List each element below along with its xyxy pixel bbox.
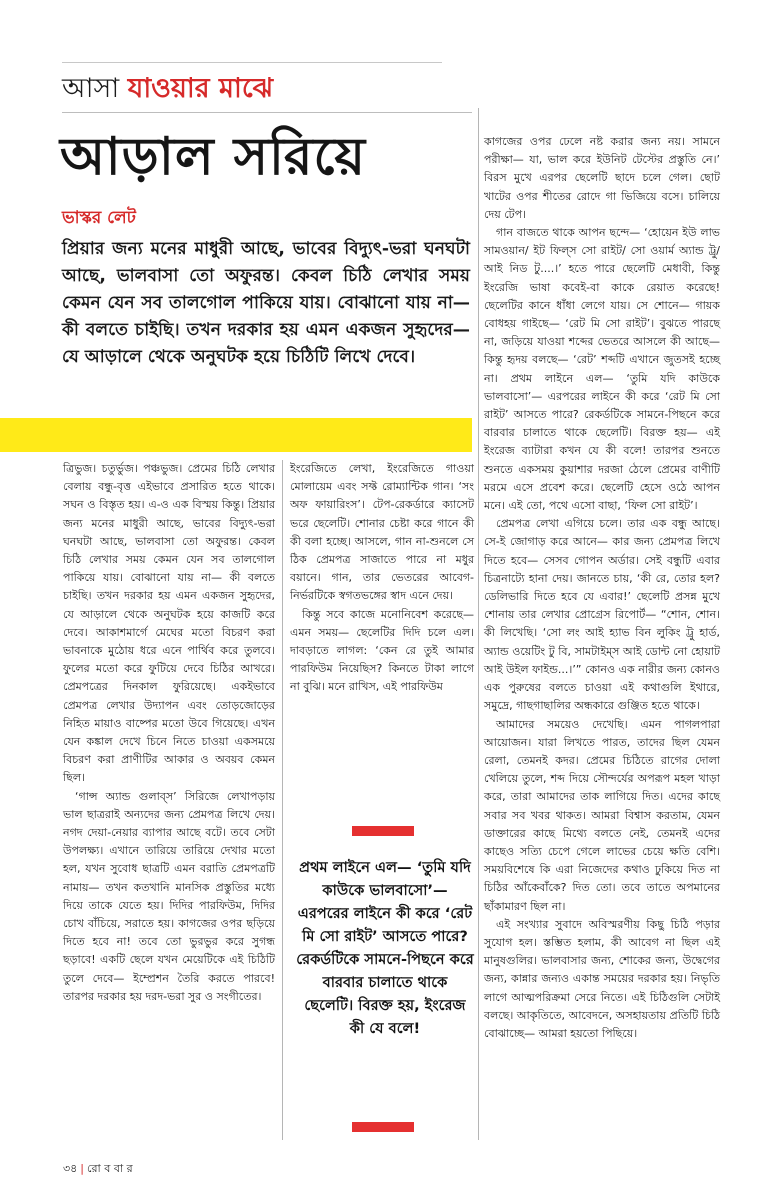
- pull-quote-bar-top: [352, 826, 414, 836]
- page-number: ৩৪: [63, 1162, 78, 1175]
- series-underline: [62, 112, 472, 113]
- magazine-name: রো ব বা র: [87, 1162, 133, 1175]
- page-footer: [63, 1160, 133, 1179]
- pull-quote-text: প্রথম লাইনে এল— ‘তুমি যদি কাউকে ভালবাসো’— এরপরের লাইনে কী করে ‘রেট মি সো রাইট’ আসতে পারে? রেকর্ডটিকে সামনে-পিছনে করে বারবার চালাতে থাকে ছেলেটি। বিরক্ত হয়, ইংরেজ কী যে বলে!: [296, 859, 474, 1037]
- column-divider-1: [282, 460, 283, 1140]
- headline: আড়াল সরিয়ে: [60, 127, 367, 187]
- paragraph: আমাদের সময়েও দেখেছি। এমন পাগলপারা আয়োজন। যারা লিখতে পারত, তাদের ছিল যেমন রেলা, তেমনই কদর। প্রেমের চিঠিতে রাগের দোলা খেলিয়ে তুলে, শব্দ দিয়ে সৌন্দর্যের অপরূপ মহল খাড়া করে, তারা আমাদের তাক লাগিয়ে দিত। এদের কাছে সবার সব খবর থাকত। আমরা বিশ্বাস করতাম, যেমন ডাক্তারের কাছে মিথ্যে বলতে নেই, তেমনই এদের কাছেও সত্যি চেপে গেলে লাভের চেয়ে ক্ষতি বেশি। সময়বিশেষে কি এরা নিজেদের কথাও ঢুকিয়ে দিত না চিঠির আঁকেবাঁকে? দিত তো। তবে তাতে অপমানের ছাঁকামারণ ছিল না।: [484, 717, 720, 913]
- body-column-3: [484, 133, 720, 1043]
- paragraph: ‘গান্স অ্যান্ড গুলাব্স’ সিরিজে লেখাপড়ায় ভাল ছাত্ররাই অন্যদের জন্য প্রেমপত্র লিখে দেয়। নগদ দেয়া-নেয়ার ব্যাপার আছে বটে। তবে সেটা উপলক্ষ্য। এখানে তারিয়ে তারিয়ে দেখার মতো হল, যখন সুবোধ ছাত্রটি এমন বরাতি প্রেমপত্রটি নামায়— তখন কতখানি মানসিক প্রস্তুতির মধ্যে দিয়ে তাকে যেতে হয়। দিদির পারফিউম, দিদির চোখ বাঁচিয়ে, সরাতে হয়। কাগজের ওপর ছড়িয়ে দিতে হবে না! তবে তো ভুরভুর করে সুগন্ধ ছড়াবে! একটি ছেলে যখন মেয়েটিকে এই চিঠিটি তুলে দেবে— ইম্প্রেশন তৈরি করতে পারবে! তারপর দরকার হয় দরদ-ভরা সুর ও সংগীতের।: [63, 789, 275, 1003]
- body-column-2: [290, 460, 474, 697]
- column-divider-2: [478, 108, 479, 1140]
- paragraph: প্রেমপত্র লেখা এগিয়ে চলে। তার এক বন্ধু আছে। সে-ই জোগাড় করে আনে— কার জন্য প্রেমপত্র লিখে দিতে হবে— সেসব গোপন অর্ডার। সেই বন্ধুটি এবার চিত্রনাট্যে হানা দেয়। জানতে চায়, ‘কী রে, তোর হল? ডেলিভারি দিতে হবে যে এবার!’ ছেলেটি প্রসন্ন মুখে শোনায় তার লেখার প্রোগ্রেস রিপোর্ট— “শোন, শোন। কী লিখেছি। ‘সো লং আই হ্যাভ বিন লুকিং ট্রু হার্ড, অ্যান্ড ওয়েটিং টু বি, সামটাইম্স আই ডোন্ট নো হোয়াট আই উইল ফাইন্ড...।’” কোনও এক নারীর জন্য কোনও এক পুরুষের বলতে চাওয়া এই কথাগুলি ইথারে, সমুদ্রে, গাছগাছালির অন্ধকারে গুঞ্জিত হতে থাকে।: [484, 517, 720, 713]
- byline: ভাস্কর লেট: [62, 208, 136, 228]
- paragraph: কিন্তু সবে কাজে মনোনিবেশ করেছে— এমন সময়— ছেলেটির দিদি চলে এল। দাবড়াতে লাগল: ‘কেন রে তুই আমার পারফিউম নিয়েছিস? কিনতে টাকা লাগে না বুঝি। মনে রাখিস, এই পারফিউম: [290, 607, 474, 694]
- paragraph: গান বাজতে থাকে আপন ছন্দে— ‘হোয়েন ইউ লাভ সামওয়ান/ ইট ফিল্স সো রাইট/ সো ওয়ার্ম অ্যান্ড ট্রু/ আই নিড টু....।’ হতে পারে ছেলেটি মেধাবী, কিন্তু ইংরেজি ভাষা কবেই-বা কাকে রেয়াত করেছে! ছেলেটির কানে ধাঁধা লেগে যায়। সে শোনে— গায়ক বোধহয় গাইছে— ‘রেট মি সো রাইট’। বুঝতে পারছে না, জড়িয়ে যাওয়া শব্দের ভেতরে আসলে কী আছে— কিন্তু হৃদয় বলছে— ‘রেট’ শব্দটি এখানে জুতসই হচ্ছে না। প্রথম লাইনে এল— ‘তুমি যদি কাউকে ভালবাসো’— এরপরের লাইনে কী করে ‘রেট মি সো রাইট’ আসতে পারে? রেকর্ডটিকে সামনে-পিছনে করে বারবার চালাতে থাকে ছেলেটি। বিরক্ত হয়— এই ইংরেজ ব্যাটারা কখন যে কী বলে! তারপর শুনতে শুনতে একসময় কুয়াশার দরজা ঠেলে প্রেমের বাণীটি মরমে এসে প্রবেশ করে। ছেলেটি হেসে ওঠে আপন মনে। এই তো, পথে এসো বাছা, ‘ফিল সো রাইট’।: [484, 226, 720, 513]
- paragraph: এই সংখ্যার সুবাদে অবিস্মরণীয় কিছু চিঠি পড়ার সুযোগ হল। স্তম্ভিত হলাম, কী আবেগ না ছিল এই মানুষগুলির। ভালবাসার জন্য, শোকের জন্য, উদ্বেগের জন্য, কান্নার জন্যও একান্ত সময়ের দরকার হয়। নিভৃতি লাগে আত্মপরিক্রমা সেরে নিতে। এই চিঠিগুলি সেটাই বলছে। আকৃতিতে, আবেদনে, অসহায়তায় প্রতিটি চিঠি বোঝাচ্ছে— আমরা হয়তো পিছিয়ে।: [484, 917, 720, 1040]
- paragraph: ত্রিভুজ। চতুর্ভুজ। পঞ্চভুজ। প্রেমের চিঠি লেখার বেলায় বন্ধু-বৃত্ত এইভাবে প্রসারিত হতে থাকে। সঘন ও বিস্তৃত হয়। এ-ও এক বিস্ময় কিন্তু। প্রিয়ার জন্য মনের মাধুরী আছে, ভাবের বিদ্যুৎ-ভরা ঘনঘটা আছে, ভালবাসা তো অফুরন্ত। কেবল চিঠি লেখার সময় কেমন যেন সব তালগোল পাকিয়ে যায়। বোঝানো যায় না— কী বলতে চাইছি। তখন দরকার হয় এমন একজন সুহৃদের, যে আড়ালে থেকে অনুঘটক হয়ে কাজটি করে দেবে। আকাশমার্গে মেঘের মতো বিচরণ করা ভাবনাকে মুঠোয় ধরে এনে পার্থিব করে তুলবে। ফুলের মতো করে ফুটিয়ে দেবে চিঠির আখরে। প্রেমপত্রের দিনকাল ফুরিয়েছে। একইভাবে প্রেমপত্র লেখার উদ্যাপন এবং তোড়জোড়ের নিহিত মায়াও বাষ্পের মতো উবে গিয়েছে। এখন যেন কঙ্কাল দেখে চিনে নিতে চাওয়া একসময়ে বিচরণ করা প্রাণীটির আকার ও অবয়ব কেমন ছিল।: [63, 462, 275, 785]
- standfirst: প্রিয়ার জন্য মনের মাধুরী আছে, ভাবের বিদ্যুৎ-ভরা ঘনঘটা আছে, ভালবাসা তো অফুরন্ত। কেবল চিঠি লেখার সময় কেমন যেন সব তালগোল পাকিয়ে যায়। বোঝানো যায় না— কী বলতে চাইছি। তখন দরকার হয় এমন একজন সুহৃদের— যে আড়ালে থেকে অনুঘটক হয়ে চিঠিটি লিখে দেবে।: [62, 239, 470, 367]
- series-title-part2: যাওয়ার মাঝে: [127, 73, 274, 104]
- paragraph: কাগজের ওপর ঢেলে নষ্ট করার জন্য নয়। সামনে পরীক্ষা— যা, ভাল করে ইউনিট টেস্টের প্রস্তুতি নে।’ বিরস মুখে এরপর ছেলেটি ছাদে চলে গেল। ছোট খাটের ওপর শীতের রোদে গা ভিজিয়ে বসে। চালিয়ে দেয় টেপ।: [484, 135, 720, 221]
- footer-separator: |: [80, 1162, 85, 1175]
- top-rule: [62, 62, 442, 63]
- body-column-1: [63, 460, 275, 1006]
- pull-quote-bar-bottom: [352, 1122, 414, 1132]
- paragraph: ইংরেজিতে লেখা, ইংরেজিতে গাওয়া মোলায়েম এবং সফ্ট রোম্যান্টিক গান। ‘সং অফ ফায়ারিংস’। টেপ-রেকর্ডারে ক্যাসেট ভরে ছেলেটি। শোনার চেষ্টা করে গানে কী কী বলা হচ্ছে। আসলে, গান না-শুনলে সে ঠিক প্রেমপত্র সাজাতে পারে না মধুর বয়ানে। গান, তার ভেতরের আবেগ-নির্ভরটিকে স্বগতভঙ্গের স্বাদ এনে দেয়।: [290, 462, 474, 603]
- yellow-accent-band: [0, 418, 472, 452]
- series-title: [62, 72, 273, 106]
- series-title-part1: আসা: [62, 73, 120, 104]
- pull-quote-box: [296, 826, 474, 1138]
